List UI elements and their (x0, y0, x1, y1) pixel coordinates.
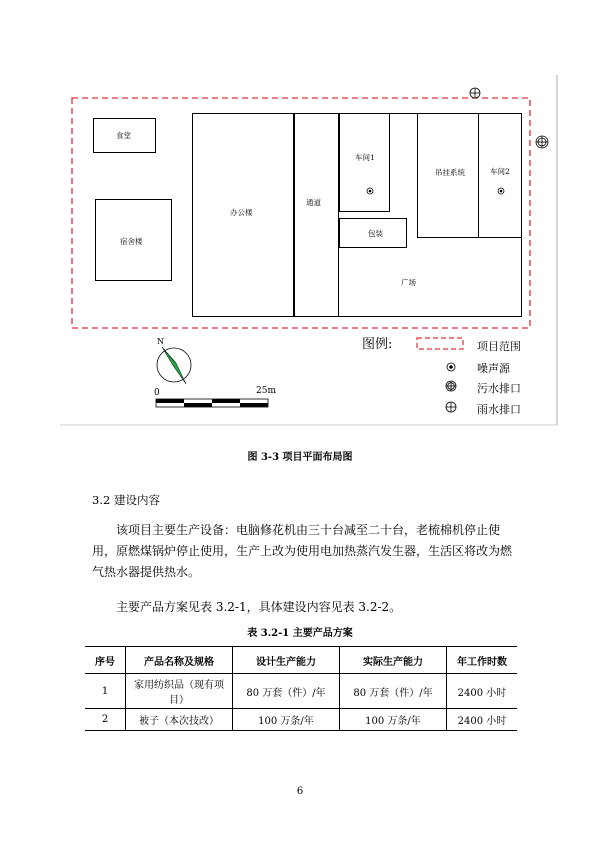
table-cell: 1 (85, 674, 126, 709)
legend-scope-label: 项目范围 (477, 340, 521, 353)
packing-building (339, 218, 407, 248)
scale-start-label: 0 (154, 388, 160, 398)
header-cell: 序号 (85, 647, 126, 674)
packing-label: 包装 (368, 229, 383, 238)
section-title: 3.2 建设内容 (92, 493, 160, 507)
dormitory-building (95, 199, 172, 281)
header-cell: 设计生产能力 (233, 647, 340, 674)
legend-scope-icon (417, 338, 463, 349)
site-layout-figure (60, 75, 560, 430)
table-cell: 100 万条/年 (233, 709, 340, 731)
dormitory-label: 宿舍楼 (120, 237, 143, 246)
compass-north-label: N (157, 337, 164, 346)
table-cell: 100 万条/年 (340, 709, 447, 731)
table-cell: 家用纺织品（现有项目） (126, 674, 233, 709)
table-cell: 80 万套（件）/年 (340, 674, 447, 709)
header-cell: 实际生产能力 (340, 647, 447, 674)
rain-outlet-icon (470, 88, 480, 98)
table-header-row (85, 647, 517, 674)
office-label: 办公楼 (230, 208, 253, 217)
canteen-building (93, 118, 156, 153)
legend-sewage-label: 污水排口 (477, 382, 521, 395)
legend-sewage-icon (446, 381, 456, 391)
table-cell: 被子（本次技改） (126, 709, 233, 731)
table-row (85, 709, 517, 731)
workshop1-building (339, 113, 390, 212)
table-row (85, 674, 517, 709)
page-number: 6 (296, 786, 304, 797)
paragraph-2: 主要产品方案见表 3.2-1，具体建设内容见表 3.2-2。 (116, 600, 402, 614)
square-label: 广场 (401, 278, 416, 287)
product-table (85, 646, 517, 731)
passage-label: 通道 (306, 198, 321, 207)
scale-bar (156, 399, 268, 407)
figure-caption: 图 3-3 项目平面布局图 (247, 452, 353, 463)
body-paragraph (92, 597, 520, 618)
legend-noise-icon (447, 363, 455, 371)
scale-end-label: 25m (256, 386, 276, 396)
workshop2-building (478, 113, 522, 238)
table-cell: 2 (85, 709, 126, 731)
workshop1-label: 车间1 (355, 153, 375, 162)
table-cell: 2400 小时 (447, 674, 518, 709)
legend-rain-label: 雨水排口 (477, 403, 521, 416)
passage (294, 113, 339, 317)
north-compass-icon (157, 347, 191, 384)
header-cell: 年工作时数 (447, 647, 518, 674)
office-building (192, 113, 294, 317)
header-cell: 产品名称及规格 (126, 647, 233, 674)
canteen-label: 食堂 (116, 131, 131, 140)
body-paragraph (92, 520, 520, 583)
table-cell: 80 万套（件）/年 (233, 674, 340, 709)
sewage-outlet-icon (536, 136, 548, 148)
legend-rain-icon (446, 402, 456, 412)
table-title: 表 3.2-1 主要产品方案 (247, 628, 353, 639)
table-cell: 2400 小时 (447, 709, 518, 731)
workshop2-label: 车间2 (490, 167, 510, 176)
paragraph-1: 该项目主要生产设备：电脑修花机由三十台减至二十台，老梳棉机停止使用，原燃煤锅炉停止使用，生产上改为使用电加热蒸汽发生器，生活区将改为燃气热水器提供热水。 (92, 523, 513, 579)
legend-title: 图例: (362, 337, 393, 352)
legend-noise-label: 噪声源 (477, 362, 510, 375)
hanging-system-label: 吊挂系统 (435, 168, 465, 177)
